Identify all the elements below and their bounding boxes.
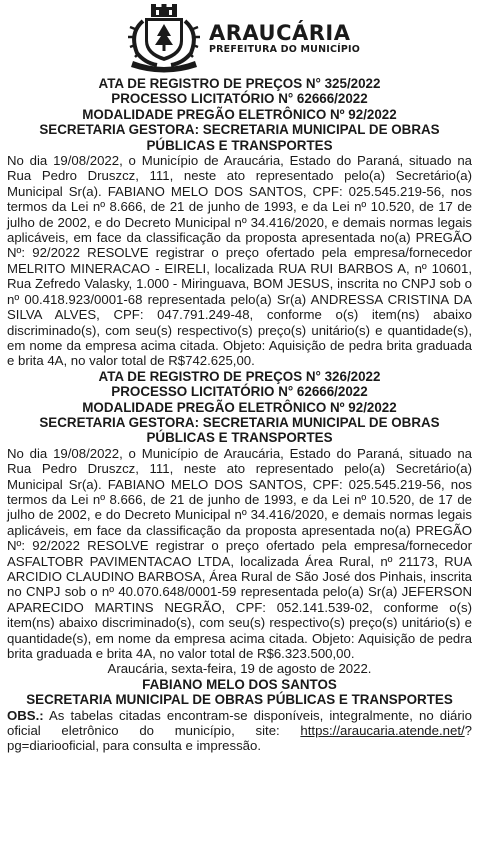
secretaria-line: SECRETARIA GESTORA: SECRETARIA MUNICIPAL DE OBRAS <box>39 414 440 430</box>
diario-oficial-link[interactable]: https://araucaria.atende.net/ <box>300 723 465 739</box>
signatory-name: FABIANO MELO DOS SANTOS <box>142 676 337 692</box>
municipal-crest-icon <box>121 3 207 73</box>
secretaria-line-cont: PÚBLICAS E TRANSPORTES <box>146 137 333 153</box>
obs-note <box>7 708 472 754</box>
closing-section <box>7 661 472 707</box>
ata-326-section <box>7 369 472 662</box>
ata-body: No dia 19/08/2022, o Município de Araucária, Estado do Paraná, situado na Rua Pedro Druszcz, 111, neste ato representado pelo(a) Secretário(a) Municipal Sr(a). FABIANO MELO DOS SANTOS, CPF: 025.545.219-56, nos termos da Lei nº 8.666, de 21 de junho de 1993, e da Lei nº 10.520, de 17 de julho de 2002, e do Decreto Municipal nº 34.416/2020, e demais normas legais aplicáveis, em face da classificação da proposta apresentada no(a) PREGÃO Nº: 92/2022 RESOLVE registrar o preço ofertado pela empresa/fornecedor ASFALTOBR PAVIMENTACAO LTDA, localizada Área Rural, nº 21173, RUA ARCIDIO CLAUDINO BARBOSA, Área Rural de São José dos Pinhais, inscrita no CNPJ sob o nº 40.070.648/0001-59 representada pelo(a) Sr(a) JEFERSON APARECIDO MARTINS NEGRÃO, CPF: 052.141.539-02, conforme o(s) item(ns) abaixo discriminado(s), com seu(s) respectivo(s) preço(s) unitário(s) e quantidade(s), em nome da empresa acima citada. Objeto: Aquisição de pedra brita graduada e brita 4A, no valor total de R$6.323.500,00. <box>7 445 472 662</box>
processo-line: PROCESSO LICITATÓRIO N° 62666/2022 <box>111 91 368 107</box>
secretaria-line-cont: PÚBLICAS E TRANSPORTES <box>146 430 333 446</box>
header <box>7 0 472 76</box>
obs-text: As tabelas citadas encontram-se disponíveis, integralmente, no diário oficial eletrônico do município, site: <box>7 707 472 739</box>
modalidade-line: MODALIDADE PREGÃO ELETRÔNICO Nº 92/2022 <box>82 399 397 415</box>
obs-text-cont: ?pg=diariooficial, para consulta e impressão. <box>7 723 472 754</box>
obs-label: OBS.: <box>7 707 44 723</box>
ata-body: No dia 19/08/2022, o Município de Araucária, Estado do Paraná, situado na Rua Pedro Druszcz, 111, neste ato representado pelo(a) Secretário(a) Municipal Sr(a). FABIANO MELO DOS SANTOS, CPF: 025.545.219-56, nos termos da Lei nº 8.666, de 21 de junho de 1993, e da Lei nº 10.520, de 17 de julho de 2002, e do Decreto Municipal nº 34.416/2020, e demais normas legais aplicáveis, em face da classificação da proposta apresentada no(a) PREGÃO Nº: 92/2022 RESOLVE registrar o preço ofertado pela empresa/fornecedor MELRITO MINERACAO - EIRELI, localizada RUA RUI BARBOS A, nº 10601, Rua Zefredo Valasky, 1.000 - Miringuava, BOM JESUS, inscrita no CNPJ sob o nº 00.418.923/0001-68 representada pelo(a) Sr(a) ANDRESSA CRISTINA DA SILVA ALVES, CPF: 047.791.249-48, conforme o(s) item(ns) abaixo discriminado(s), com seu(s) respectivo(s) preço(s) unitário(s) e quantidade(s), em nome da empresa acima citada. Objeto: Aquisição de pedra brita graduada e brita 4A, no valor total de R$742.625,00. <box>7 153 472 369</box>
signatory-role: SECRETARIA MUNICIPAL DE OBRAS PÚBLICAS E TRANSPORTES <box>26 692 453 708</box>
ata-325-section <box>7 76 472 369</box>
secretaria-line: SECRETARIA GESTORA: SECRETARIA MUNICIPAL DE OBRAS <box>39 122 440 138</box>
ata-title: ATA DE REGISTRO DE PREÇOS N° 326/2022 <box>98 368 381 384</box>
brand <box>209 22 360 56</box>
processo-line: PROCESSO LICITATÓRIO N° 62666/2022 <box>111 384 368 400</box>
brand-name: ARAUCÁRIA <box>209 21 351 45</box>
date-line: Araucária, sexta-feira, 19 de agosto de 2022. <box>107 661 372 677</box>
brand-subtitle: PREFEITURA DO MUNICÍPIO <box>209 44 361 55</box>
ata-title: ATA DE REGISTRO DE PREÇOS N° 325/2022 <box>98 76 381 91</box>
modalidade-line: MODALIDADE PREGÃO ELETRÔNICO Nº 92/2022 <box>82 106 397 122</box>
